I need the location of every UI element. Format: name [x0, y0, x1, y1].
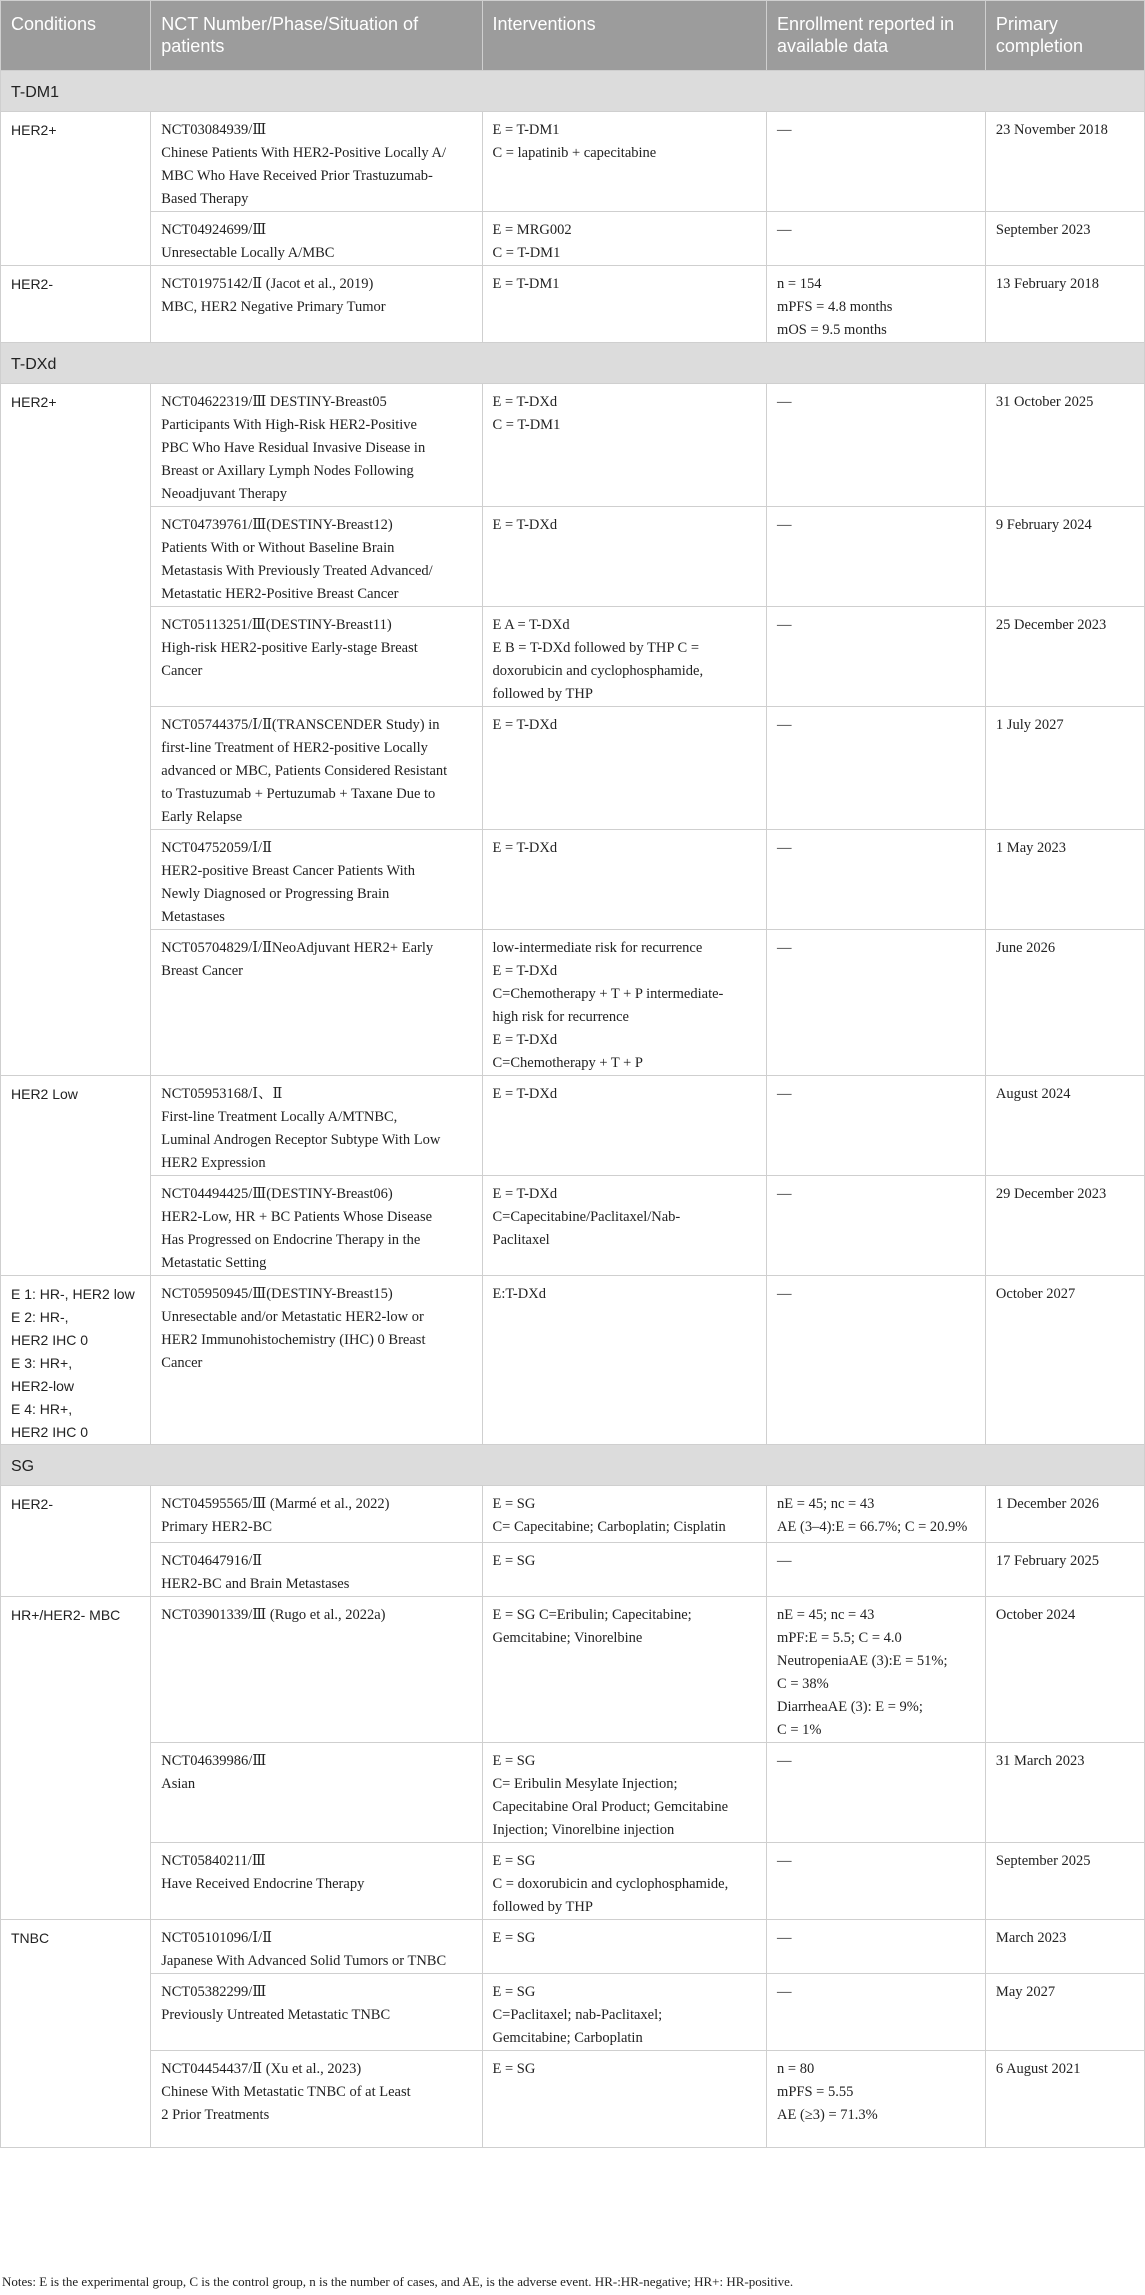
interventions-cell: low-intermediate risk for recurrence E = T-DXd C=Chemotherapy + T + P intermediate- high risk for recurrence E = T-DXd C=Chemotherapy + T + P	[482, 930, 767, 1076]
enrollment-cell: —	[767, 930, 986, 1076]
enrollment-cell: —	[767, 1974, 986, 2051]
section-tdxd: T-DXd	[1, 343, 1145, 384]
completion-cell: 1 May 2023	[985, 830, 1144, 930]
table-row	[1, 2051, 1145, 2148]
table-row	[1, 1974, 1145, 2051]
nct-cell: NCT05950945/Ⅲ(DESTINY-Breast15) Unresectable and/or Metastatic HER2-low or HER2 Immunohistochemistry (IHC) 0 Breast Cancer	[151, 1276, 482, 1445]
header-row	[1, 1, 1145, 71]
interventions-cell: E = T-DXd	[482, 830, 767, 930]
completion-cell: September 2023	[985, 212, 1144, 266]
interventions-cell: E = SG C=Eribulin; Capecitabine; Gemcitabine; Vinorelbine	[482, 1597, 767, 1743]
table-row	[1, 830, 1145, 930]
nct-cell: NCT05101096/Ⅰ/Ⅱ Japanese With Advanced Solid Tumors or TNBC	[151, 1920, 482, 1974]
table-row	[1, 1176, 1145, 1276]
table-notes: Notes: E is the experimental group, C is the control group, n is the number of cases, and AE, is the adverse event. HR-:HR-negative; HR+: HR-positive.	[2, 2274, 794, 2289]
completion-cell: September 2025	[985, 1843, 1144, 1920]
nct-cell: NCT04595565/Ⅲ (Marmé et al., 2022) Primary HER2-BC	[151, 1486, 482, 1543]
completion-cell: 23 November 2018	[985, 112, 1144, 212]
nct-cell: NCT05840211/Ⅲ Have Received Endocrine Therapy	[151, 1843, 482, 1920]
condition-cell: HER2 Low	[1, 1076, 151, 1276]
condition-cell: HR+/HER2- MBC	[1, 1597, 151, 1920]
nct-cell: NCT05704829/Ⅰ/ⅡNeoAdjuvant HER2+ Early Breast Cancer	[151, 930, 482, 1076]
enrollment-cell: —	[767, 507, 986, 607]
interventions-cell: E = SG	[482, 1920, 767, 1974]
nct-cell: NCT05744375/Ⅰ/Ⅱ(TRANSCENDER Study) in first-line Treatment of HER2-positive Locally advanced or MBC, Patients Considered Resistant to Trastuzumab + Pertuzumab + Taxane Due to Early Relapse	[151, 707, 482, 830]
completion-cell: 1 July 2027	[985, 707, 1144, 830]
interventions-cell: E:T-DXd	[482, 1276, 767, 1445]
interventions-cell: E = MRG002 C = T-DM1	[482, 212, 767, 266]
table-row	[1, 1920, 1145, 1974]
interventions-cell: E = SG C=Paclitaxel; nab-Paclitaxel; Gemcitabine; Carboplatin	[482, 1974, 767, 2051]
enrollment-cell: —	[767, 1276, 986, 1445]
nct-cell: NCT01975142/Ⅱ (Jacot et al., 2019) MBC, HER2 Negative Primary Tumor	[151, 266, 482, 343]
table-row	[1, 1743, 1145, 1843]
condition-cell: HER2-	[1, 266, 151, 343]
interventions-cell: E = T-DM1 C = lapatinib + capecitabine	[482, 112, 767, 212]
table-row	[1, 1486, 1145, 1543]
completion-cell: 17 February 2025	[985, 1543, 1144, 1597]
condition-cell: HER2+	[1, 112, 151, 266]
enrollment-cell: —	[767, 1743, 986, 1843]
nct-cell: NCT04454437/Ⅱ (Xu et al., 2023) Chinese With Metastatic TNBC of at Least 2 Prior Treatments	[151, 2051, 482, 2148]
header-conditions: Conditions	[1, 1, 151, 71]
table-row	[1, 212, 1145, 266]
enrollment-cell: —	[767, 1920, 986, 1974]
completion-cell: 9 February 2024	[985, 507, 1144, 607]
header-completion: Primary completion	[985, 1, 1144, 71]
table-row	[1, 507, 1145, 607]
interventions-cell: E = SG	[482, 2051, 767, 2148]
condition-cell: E 1: HR-, HER2 low E 2: HR-, HER2 IHC 0 E 3: HR+, HER2-low E 4: HR+, HER2 IHC 0	[1, 1276, 151, 1445]
interventions-cell: E = T-DXd	[482, 707, 767, 830]
table-row	[1, 607, 1145, 707]
nct-cell: NCT03084939/Ⅲ Chinese Patients With HER2-Positive Locally A/ MBC Who Have Received Prior Trastuzumab- Based Therapy	[151, 112, 482, 212]
table-row	[1, 266, 1145, 343]
interventions-cell: E = SG C= Capecitabine; Carboplatin; Cisplatin	[482, 1486, 767, 1543]
section-tdm1: T-DM1	[1, 71, 1145, 112]
header-nct: NCT Number/Phase/Situation of patients	[151, 1, 482, 71]
completion-cell: October 2027	[985, 1276, 1144, 1445]
table-row	[1, 384, 1145, 507]
nct-cell: NCT04924699/Ⅲ Unresectable Locally A/MBC	[151, 212, 482, 266]
nct-cell: NCT04752059/Ⅰ/Ⅱ HER2-positive Breast Cancer Patients With Newly Diagnosed or Progressing Brain Metastases	[151, 830, 482, 930]
completion-cell: 6 August 2021	[985, 2051, 1144, 2148]
completion-cell: 25 December 2023	[985, 607, 1144, 707]
enrollment-cell: —	[767, 607, 986, 707]
completion-cell: 29 December 2023	[985, 1176, 1144, 1276]
section-row	[1, 343, 1145, 384]
section-sg: SG	[1, 1445, 1145, 1486]
nct-cell: NCT04494425/Ⅲ(DESTINY-Breast06) HER2-Low, HR + BC Patients Whose Disease Has Progressed on Endocrine Therapy in the Metastatic Setting	[151, 1176, 482, 1276]
enrollment-cell: —	[767, 1076, 986, 1176]
interventions-cell: E = SG C= Eribulin Mesylate Injection; Capecitabine Oral Product; Gemcitabine Injection; Vinorelbine injection	[482, 1743, 767, 1843]
completion-cell: 31 March 2023	[985, 1743, 1144, 1843]
table-row	[1, 1597, 1145, 1743]
interventions-cell: E A = T-DXd E B = T-DXd followed by THP C = doxorubicin and cyclophosphamide, followed by THP	[482, 607, 767, 707]
enrollment-cell: —	[767, 1543, 986, 1597]
table-row	[1, 930, 1145, 1076]
table-row	[1, 112, 1145, 212]
enrollment-cell: n = 80 mPFS = 5.55 AE (≥3) = 71.3%	[767, 2051, 986, 2148]
enrollment-cell: —	[767, 1176, 986, 1276]
section-row	[1, 71, 1145, 112]
completion-cell: June 2026	[985, 930, 1144, 1076]
nct-cell: NCT05953168/Ⅰ、Ⅱ First-line Treatment Locally A/MTNBC, Luminal Androgen Receptor Subtype With Low HER2 Expression	[151, 1076, 482, 1176]
nct-cell: NCT04739761/Ⅲ(DESTINY-Breast12) Patients With or Without Baseline Brain Metastasis With Previously Treated Advanced/ Metastatic HER2-Positive Breast Cancer	[151, 507, 482, 607]
table-row	[1, 1076, 1145, 1176]
enrollment-cell: —	[767, 112, 986, 212]
table-row	[1, 1543, 1145, 1597]
enrollment-cell: nE = 45; nc = 43 AE (3–4):E = 66.7%; C = 20.9%	[767, 1486, 986, 1543]
interventions-cell: E = T-DXd C=Capecitabine/Paclitaxel/Nab- Paclitaxel	[482, 1176, 767, 1276]
nct-cell: NCT04647916/Ⅱ HER2-BC and Brain Metastases	[151, 1543, 482, 1597]
enrollment-cell: n = 154 mPFS = 4.8 months mOS = 9.5 months	[767, 266, 986, 343]
table-row	[1, 1843, 1145, 1920]
nct-cell: NCT03901339/Ⅲ (Rugo et al., 2022a)	[151, 1597, 482, 1743]
completion-cell: August 2024	[985, 1076, 1144, 1176]
completion-cell: 1 December 2026	[985, 1486, 1144, 1543]
enrollment-cell: —	[767, 1843, 986, 1920]
nct-cell: NCT05113251/Ⅲ(DESTINY-Breast11) High-risk HER2-positive Early-stage Breast Cancer	[151, 607, 482, 707]
completion-cell: May 2027	[985, 1974, 1144, 2051]
table-row	[1, 1276, 1145, 1445]
enrollment-cell: —	[767, 212, 986, 266]
enrollment-cell: —	[767, 830, 986, 930]
enrollment-cell: nE = 45; nc = 43 mPF:E = 5.5; C = 4.0 NeutropeniaAE (3):E = 51%; C = 38% DiarrheaAE (3): E = 9%; C = 1%	[767, 1597, 986, 1743]
nct-cell: NCT04622319/Ⅲ DESTINY-Breast05 Participants With High-Risk HER2-Positive PBC Who Have Residual Invasive Disease in Breast or Axillary Lymph Nodes Following Neoadjuvant Therapy	[151, 384, 482, 507]
completion-cell: 13 February 2018	[985, 266, 1144, 343]
interventions-cell: E = T-DXd	[482, 507, 767, 607]
condition-cell: HER2-	[1, 1486, 151, 1597]
condition-cell: TNBC	[1, 1920, 151, 2148]
interventions-cell: E = SG C = doxorubicin and cyclophosphamide, followed by THP	[482, 1843, 767, 1920]
section-row	[1, 1445, 1145, 1486]
completion-cell: March 2023	[985, 1920, 1144, 1974]
nct-cell: NCT05382299/Ⅲ Previously Untreated Metastatic TNBC	[151, 1974, 482, 2051]
table-row	[1, 707, 1145, 830]
interventions-cell: E = T-DM1	[482, 266, 767, 343]
condition-cell: HER2+	[1, 384, 151, 1076]
nct-cell: NCT04639986/Ⅲ Asian	[151, 1743, 482, 1843]
interventions-cell: E = T-DXd C = T-DM1	[482, 384, 767, 507]
interventions-cell: E = T-DXd	[482, 1076, 767, 1176]
enrollment-cell: —	[767, 384, 986, 507]
interventions-cell: E = SG	[482, 1543, 767, 1597]
completion-cell: October 2024	[985, 1597, 1144, 1743]
enrollment-cell: —	[767, 707, 986, 830]
completion-cell: 31 October 2025	[985, 384, 1144, 507]
header-interventions: Interventions	[482, 1, 767, 71]
header-enrollment: Enrollment reported in available data	[767, 1, 986, 71]
